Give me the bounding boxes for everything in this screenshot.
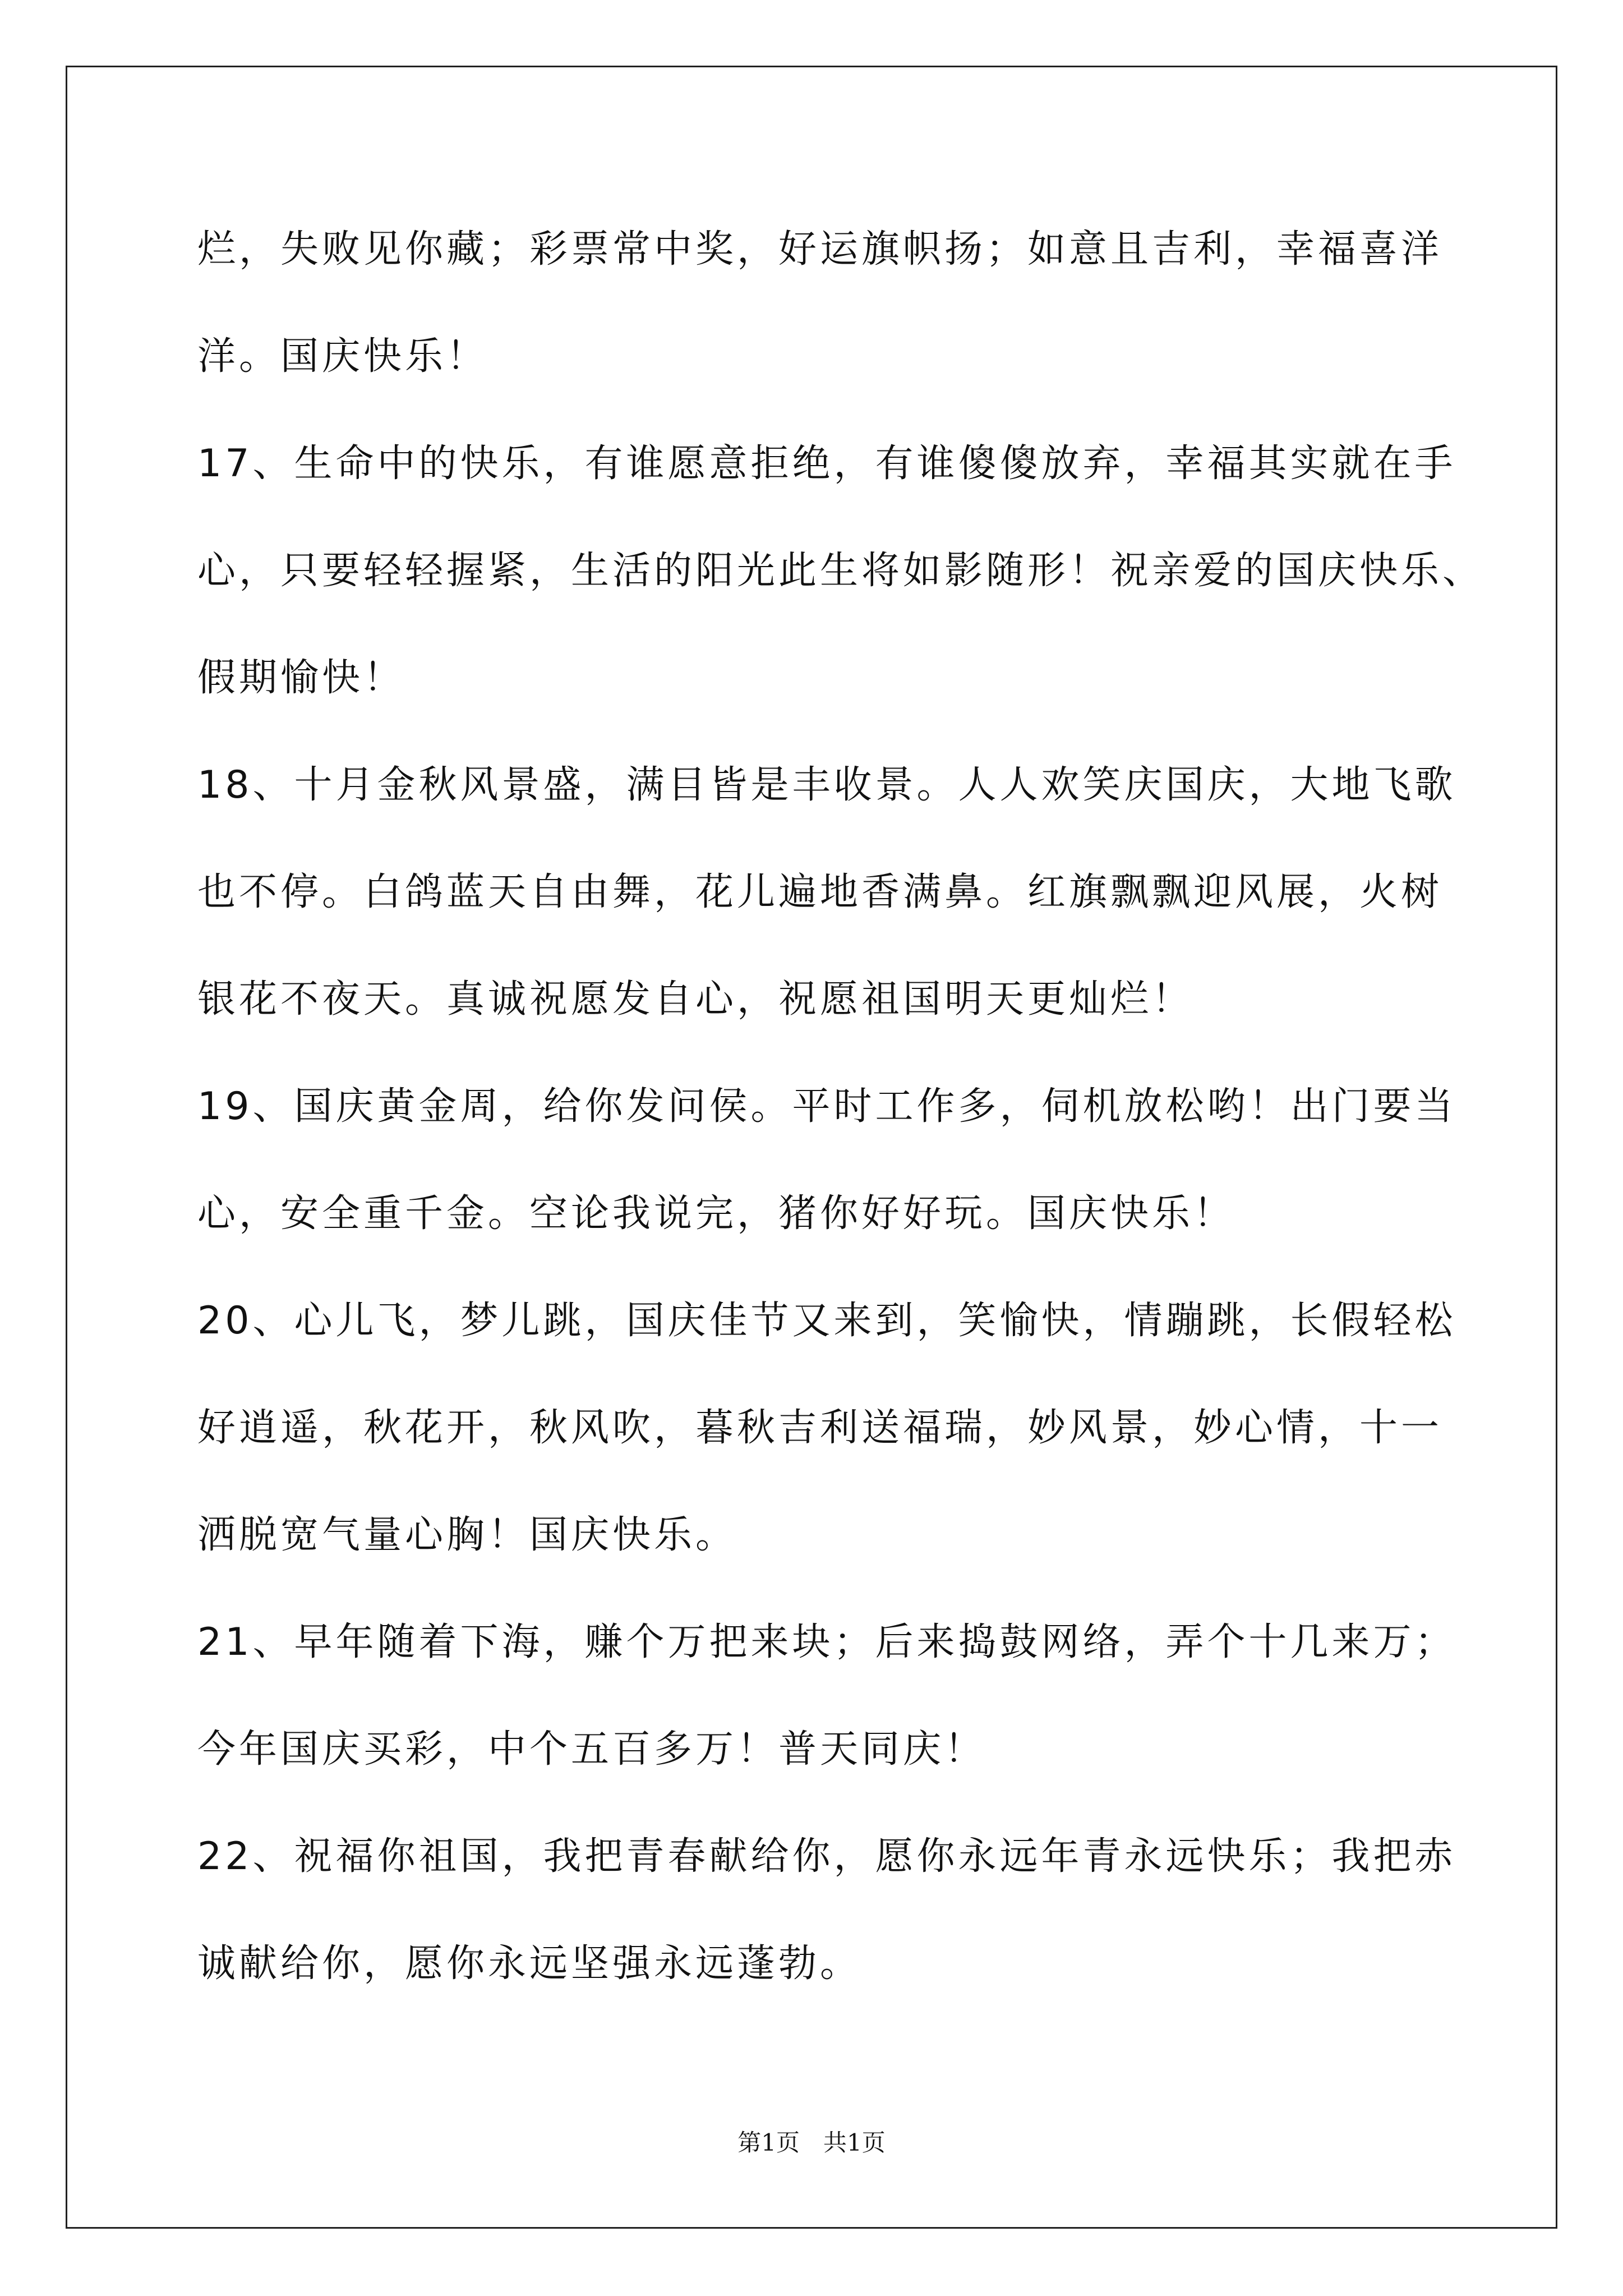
page-footer: 第1页 共1页 xyxy=(737,2129,886,2156)
text-line: 心，只要轻轻握紧，生活的阳光此生将如影随形！祝亲爱的国庆快乐、 xyxy=(197,549,1484,593)
text-line: 洒脱宽气量心胸！国庆快乐。 xyxy=(197,1513,737,1557)
text-line: 也不停。白鸽蓝天自由舞，花儿遍地香满鼻。红旗飘飘迎风展，火树 xyxy=(197,870,1443,914)
text-line: 假期愉快！ xyxy=(197,656,405,700)
text-line: 好逍遥，秋花开，秋风吹，暮秋吉利送福瑞，妙风景，妙心情，十一 xyxy=(197,1406,1443,1450)
text-line: 诚献给你，愿你永远坚强永远蓬勃。 xyxy=(197,1941,862,1986)
text-line: 银花不夜天。真诚祝愿发自心，祝愿祖国明天更灿烂！ xyxy=(197,977,1194,1022)
text-line: 21、早年随着下海，赚个万把来块；后来捣鼓网络，弄个十几来万； xyxy=(197,1620,1456,1664)
document-body xyxy=(197,215,1487,2037)
text-line: 烂，失败见你藏；彩票常中奖，好运旗帜扬；如意且吉利，幸福喜洋 xyxy=(197,227,1443,272)
text-line: 洋。国庆快乐！ xyxy=(197,334,488,379)
text-line: 17、生命中的快乐，有谁愿意拒绝，有谁傻傻放弃，幸福其实就在手 xyxy=(197,441,1456,486)
text-line: 18、十月金秋风景盛，满目皆是丰收景。人人欢笑庆国庆，大地飞歌 xyxy=(197,763,1456,807)
text-line: 心，安全重千金。空论我说完，猪你好好玩。国庆快乐！ xyxy=(197,1191,1235,1236)
text-line: 今年国庆买彩，中个五百多万！普天同庆！ xyxy=(197,1727,986,1772)
text-line: 19、国庆黄金周，给你发问侯。平时工作多，伺机放松哟！出门要当 xyxy=(197,1084,1456,1129)
text-line: 20、心儿飞，梦儿跳，国庆佳节又来到，笑愉快，情蹦跳，长假轻松 xyxy=(197,1299,1456,1343)
text-line: 22、祝福你祖国，我把青春献给你，愿你永远年青永远快乐；我把赤 xyxy=(197,1834,1456,1879)
